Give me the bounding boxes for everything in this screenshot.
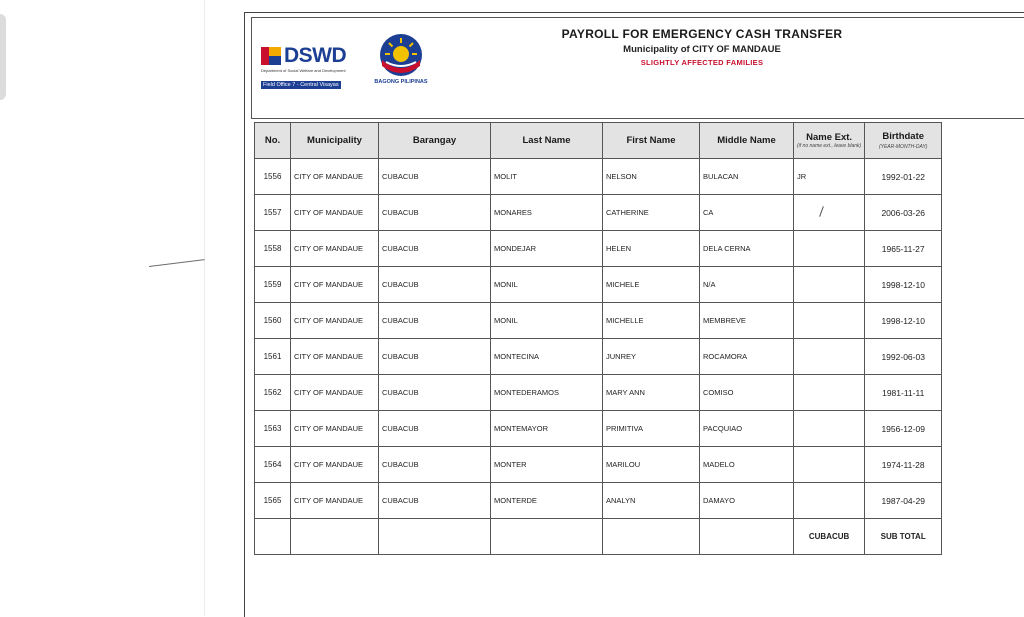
cell-no: 1565 xyxy=(255,483,291,519)
cell-birthdate: 1974-11-28 xyxy=(865,447,942,483)
cell-middle-name: N/A xyxy=(700,267,794,303)
cell-barangay: CUBACUB xyxy=(379,447,491,483)
subtotal-label: SUB TOTAL xyxy=(865,519,942,555)
cell-birthdate: 1981-11-11 xyxy=(865,375,942,411)
cell-first-name: MARY ANN xyxy=(603,375,700,411)
col-header-first-name: First Name xyxy=(603,123,700,159)
birthdate-label: Birthdate xyxy=(882,131,925,142)
cell-no: 1559 xyxy=(255,267,291,303)
cell-no: 1556 xyxy=(255,159,291,195)
cell-first-name: NELSON xyxy=(603,159,700,195)
cell-name-ext xyxy=(794,267,865,303)
col-header-no: No. xyxy=(255,123,291,159)
dswd-emblem-icon xyxy=(261,47,281,65)
document-title: PAYROLL FOR EMERGENCY CASH TRANSFER xyxy=(561,27,843,41)
cell-barangay: CUBACUB xyxy=(379,159,491,195)
dswd-logo xyxy=(261,46,359,91)
payroll-table xyxy=(254,122,942,555)
cell-first-name: ANALYN xyxy=(603,483,700,519)
pen-mark xyxy=(149,259,205,267)
col-header-name-ext xyxy=(794,123,865,159)
bagong-pilipinas-emblem-icon xyxy=(378,32,424,78)
table-row xyxy=(255,339,942,375)
cell-first-name: JUNREY xyxy=(603,339,700,375)
page-margin-line xyxy=(204,0,205,616)
cell-last-name: MONARES xyxy=(491,195,603,231)
category-label: SLIGHTLY AFFECTED FAMILIES xyxy=(640,58,764,67)
cell-birthdate: 1998-12-10 xyxy=(865,303,942,339)
cell-first-name: CATHERINE xyxy=(603,195,700,231)
cell-name-ext xyxy=(794,411,865,447)
cell-barangay: CUBACUB xyxy=(379,195,491,231)
cell-municipality: CITY OF MANDAUE xyxy=(291,303,379,339)
cell-middle-name: PACQUIAO xyxy=(700,411,794,447)
cell-birthdate: 1992-06-03 xyxy=(865,339,942,375)
cell-birthdate: 1987-04-29 xyxy=(865,483,942,519)
cell-first-name: HELEN xyxy=(603,231,700,267)
cell-last-name: MONTEMAYOR xyxy=(491,411,603,447)
cell-middle-name: COMISO xyxy=(700,375,794,411)
cell-barangay: CUBACUB xyxy=(379,267,491,303)
bagong-pilipinas-logo xyxy=(370,32,432,85)
table-row xyxy=(255,303,942,339)
dswd-subtitle: Department of Social Welfare and Development xyxy=(261,68,346,73)
bagong-pilipinas-label: BAGONG PILIPINAS xyxy=(374,79,428,85)
col-header-birthdate xyxy=(865,123,942,159)
cell-first-name: MICHELLE xyxy=(603,303,700,339)
col-header-middle-name: Middle Name xyxy=(700,123,794,159)
cell-birthdate: 1965-11-27 xyxy=(865,231,942,267)
cell-last-name: MOLIT xyxy=(491,159,603,195)
cell-name-ext xyxy=(794,231,865,267)
cell-no: 1560 xyxy=(255,303,291,339)
cell-name-ext xyxy=(794,339,865,375)
table-header-row xyxy=(255,123,942,159)
cell-no: 1557 xyxy=(255,195,291,231)
cell-name-ext: JR xyxy=(794,159,865,195)
cell-municipality: CITY OF MANDAUE xyxy=(291,339,379,375)
cell-no: 1558 xyxy=(255,231,291,267)
cell-last-name: MONDEJAR xyxy=(491,231,603,267)
table-row xyxy=(255,447,942,483)
name-ext-label: Name Ext. xyxy=(806,132,853,143)
subtotal-barangay: CUBACUB xyxy=(794,519,865,555)
dswd-wordmark: DSWD xyxy=(284,44,347,67)
cell-no: 1562 xyxy=(255,375,291,411)
table-row xyxy=(255,159,942,195)
document-header xyxy=(251,17,1024,119)
cell-birthdate: 1998-12-10 xyxy=(865,267,942,303)
cell-middle-name: BULACAN xyxy=(700,159,794,195)
cell-barangay: CUBACUB xyxy=(379,231,491,267)
cell-middle-name: MADELO xyxy=(700,447,794,483)
pen-tick-mark xyxy=(819,206,824,217)
cell-birthdate: 1956-12-09 xyxy=(865,411,942,447)
col-header-municipality: Municipality xyxy=(291,123,379,159)
cell-last-name: MONTER xyxy=(491,447,603,483)
cell-middle-name: DELA CERNA xyxy=(700,231,794,267)
cell-barangay: CUBACUB xyxy=(379,411,491,447)
cell-municipality: CITY OF MANDAUE xyxy=(291,411,379,447)
table-row xyxy=(255,411,942,447)
cell-birthdate: 1992-01-22 xyxy=(865,159,942,195)
cell-last-name: MONTECINA xyxy=(491,339,603,375)
cell-barangay: CUBACUB xyxy=(379,303,491,339)
cell-barangay: CUBACUB xyxy=(379,339,491,375)
cell-name-ext xyxy=(794,195,865,231)
cell-name-ext xyxy=(794,483,865,519)
cell-municipality: CITY OF MANDAUE xyxy=(291,231,379,267)
payroll-sheet xyxy=(244,12,1024,617)
cell-first-name: MICHELE xyxy=(603,267,700,303)
cell-municipality: CITY OF MANDAUE xyxy=(291,195,379,231)
cell-name-ext xyxy=(794,447,865,483)
cell-name-ext xyxy=(794,303,865,339)
cell-first-name: MARILOU xyxy=(603,447,700,483)
table-row xyxy=(255,375,942,411)
cell-barangay: CUBACUB xyxy=(379,375,491,411)
cell-last-name: MONIL xyxy=(491,303,603,339)
subtotal-row xyxy=(255,519,942,555)
cell-birthdate: 2006-03-26 xyxy=(865,195,942,231)
cell-middle-name: ROCAMORA xyxy=(700,339,794,375)
table-row xyxy=(255,195,942,231)
title-block xyxy=(552,27,852,67)
cell-no: 1561 xyxy=(255,339,291,375)
cell-no: 1564 xyxy=(255,447,291,483)
cell-middle-name: DAMAYO xyxy=(700,483,794,519)
dswd-field-office: Field Office 7 - Central Visayas xyxy=(263,82,339,88)
cell-no: 1563 xyxy=(255,411,291,447)
cell-last-name: MONTEDERAMOS xyxy=(491,375,603,411)
table-row xyxy=(255,231,942,267)
cell-municipality: CITY OF MANDAUE xyxy=(291,375,379,411)
name-ext-hint: (if no name ext., leave blank) xyxy=(797,143,862,149)
cell-municipality: CITY OF MANDAUE xyxy=(291,447,379,483)
table-row xyxy=(255,267,942,303)
cell-middle-name: MEMBREVE xyxy=(700,303,794,339)
col-header-last-name: Last Name xyxy=(491,123,603,159)
cell-name-ext xyxy=(794,375,865,411)
table-row xyxy=(255,483,942,519)
cell-first-name: PRIMITIVA xyxy=(603,411,700,447)
cell-municipality: CITY OF MANDAUE xyxy=(291,483,379,519)
cell-last-name: MONTERDE xyxy=(491,483,603,519)
cell-last-name: MONIL xyxy=(491,267,603,303)
cell-municipality: CITY OF MANDAUE xyxy=(291,267,379,303)
cell-barangay: CUBACUB xyxy=(379,483,491,519)
birthdate-hint: (YEAR-MONTH-DAY) xyxy=(878,144,928,150)
viewer-side-tab[interactable] xyxy=(0,14,6,100)
municipality-line: Municipality of CITY OF MANDAUE xyxy=(623,44,781,55)
col-header-barangay: Barangay xyxy=(379,123,491,159)
cell-municipality: CITY OF MANDAUE xyxy=(291,159,379,195)
cell-middle-name: CA xyxy=(700,195,794,231)
